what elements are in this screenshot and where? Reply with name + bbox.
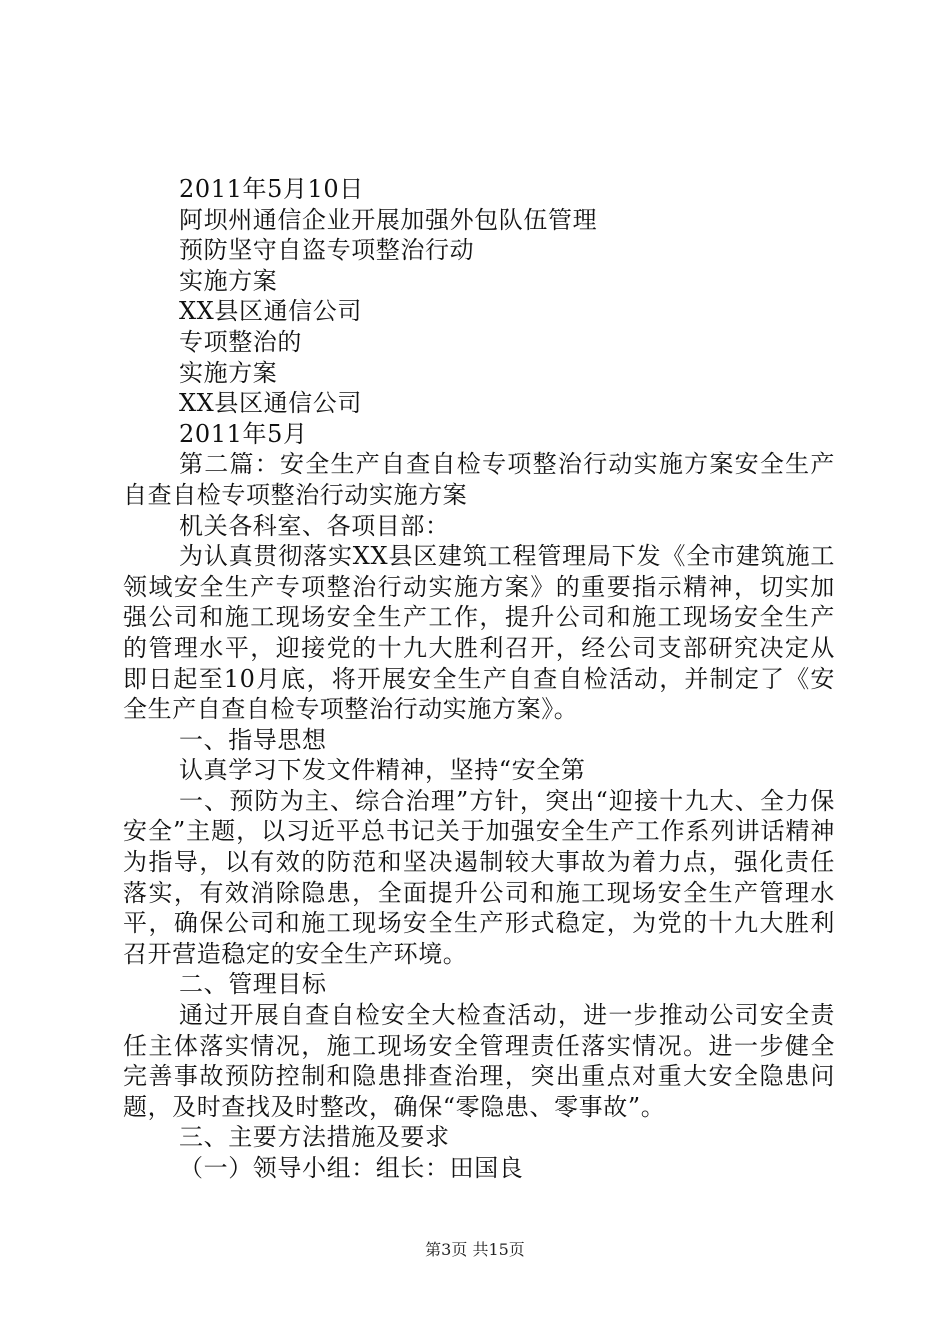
heading-main-measures: 三、主要方法措施及要求 (179, 1123, 450, 1152)
org-line-2: XX县区通信公司 (179, 389, 362, 418)
section-heading-part-two: 第二篇：安全生产自查自检专项整治行动实施方案安全生产自查自检专项整治行动实施方案 (123, 450, 835, 509)
title-line-3: 实施方案 (179, 266, 278, 295)
subtitle-line-1: 专项整治的 (179, 327, 302, 356)
guiding-ideology-paragraph: 一、预防为主、综合治理”方针，突出“迎接十九大、全力保安全”主题，以习近平总书记关于加强安全生产工作系列讲话精神为指导，以有效的防范和坚决遏制较大事故为着力点，强化责任落实，有效消除隐患，全面提升公司和施工现场安全生产管理水平，确保公司和施工现场安全生产形式稳定，为党的十九大胜利召开营造稳定的安全生产环境。 (123, 786, 835, 968)
date-line-2: 2011年5月 (179, 419, 308, 448)
management-goals-paragraph: 通过开展自查自检安全大检查活动，进一步推动公司安全责任主体落实情况，施工现场安全管理责任落实情况。进一步健全完善事故预防控制和隐患排查治理，突出重点对重大安全隐患问题，及时查找及时整改，确保“零隐患、零事故”。 (123, 1001, 835, 1121)
title-line-1: 阿坝州通信企业开展加强外包队伍管理 (179, 205, 598, 234)
leadership-group-line: （一）领导小组：组长：田国良 (179, 1154, 524, 1182)
date-line: 2011年5月10日 (179, 175, 364, 203)
org-line: XX县区通信公司 (179, 297, 362, 326)
addressee: 机关各科室、各项目部： (179, 511, 450, 540)
intro-paragraph: 为认真贯彻落实XX县区建筑工程管理局下发《全市建筑施工领域安全生产专项整治行动实施方案》的重要指示精神，切实加强公司和施工现场安全生产工作，提升公司和施工现场安全生产的管理水平，迎接党的十九大胜利召开，经公司支部研究决定从即日起至10月底，将开展安全生产自查自检活动，并制定了《安全生产自查自检专项整治行动实施方案》。 (123, 542, 835, 724)
subtitle-line-2: 实施方案 (179, 358, 278, 387)
page-number-footer: 第3页 共15页 (425, 1240, 525, 1259)
title-line-2: 预防坚守自盗专项整治行动 (179, 236, 475, 265)
heading-guiding-ideology: 一、指导思想 (179, 725, 327, 754)
document-body (123, 174, 835, 1184)
guiding-ideology-lead: 认真学习下发文件精神，坚持“安全第 (179, 756, 586, 785)
heading-management-goals: 二、管理目标 (179, 970, 327, 999)
